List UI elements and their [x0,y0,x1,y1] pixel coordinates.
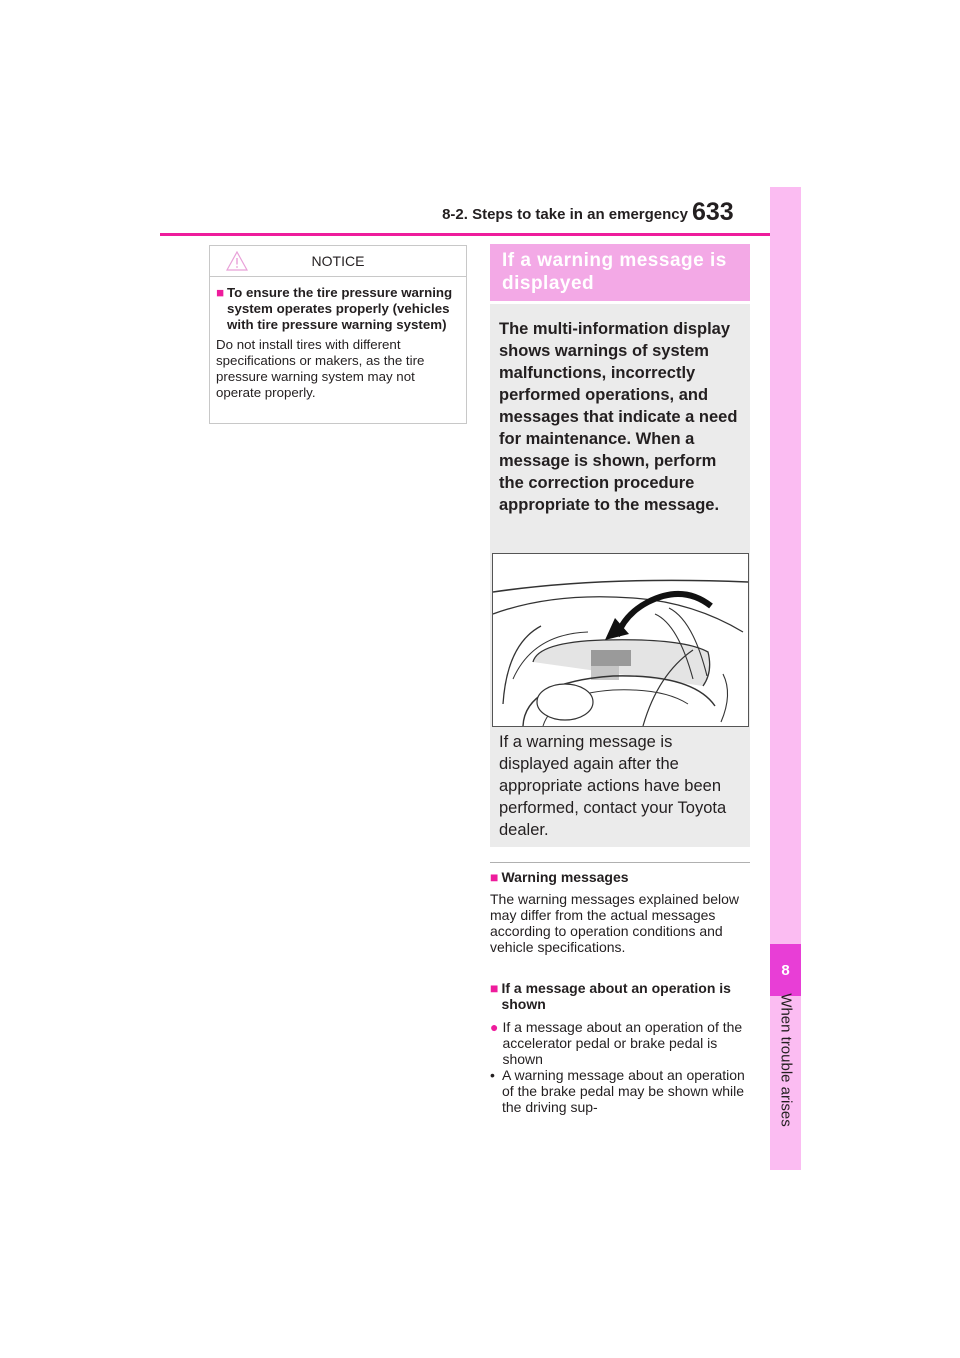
circle-bullet-icon: ● [490,1019,499,1035]
warning-section-title: If a warning message is displayed [490,244,750,301]
warning-section-followup: If a warning message is displayed again after the appropriate actions have been performed, contact your Toyota dealer. [499,733,727,839]
notice-box [209,245,467,424]
warning-triangle-icon [226,251,248,271]
operation-message-dash-item: A warning message about an operation of the brake pedal may be shown while the driving sup- [502,1067,745,1115]
notice-body: Do not install tires with different specifications or makers, as the tire pressure warning system may not operate properly. [216,337,425,400]
dashboard-drawing [493,554,748,726]
notice-label: NOTICE [311,253,365,269]
chapter-number: 8 [770,944,801,996]
operation-message-bullet: If a message about an operation of the accelerator pedal or brake pedal is shown [502,1019,743,1067]
warning-messages-section [490,869,752,955]
chapter-label: When trouble arises [777,993,795,1127]
warning-section-intro: The multi-information display shows warnings of system malfunctions, incorrectly performed operations, and messages that indicate a need for maintenance. When a message is shown, perform the correction procedure appropriate to the message. [499,320,738,514]
section-title: 8-2. Steps to take in an emergency [442,206,688,223]
operation-message-heading: If a message about an operation is shown [501,980,731,1012]
dash-bullet-icon: • [490,1067,495,1083]
warning-messages-body: The warning messages explained below may differ from the actual messages according to operation conditions and vehicle specifications. [490,891,740,955]
instrument-panel-illustration [492,553,749,727]
square-bullet-icon: ■ [490,980,499,996]
page-number: 633 [692,198,734,226]
operation-message-section [490,980,752,1115]
section-divider [490,862,750,863]
square-bullet-icon: ■ [490,869,499,885]
notice-heading: To ensure the tire pressure warning system operates properly (vehicles with tire pressure warning system) [227,285,453,332]
warning-messages-heading: Warning messages [501,869,629,885]
square-bullet-icon: ■ [216,285,225,300]
header-rule [160,233,770,236]
notice-header [210,246,466,277]
